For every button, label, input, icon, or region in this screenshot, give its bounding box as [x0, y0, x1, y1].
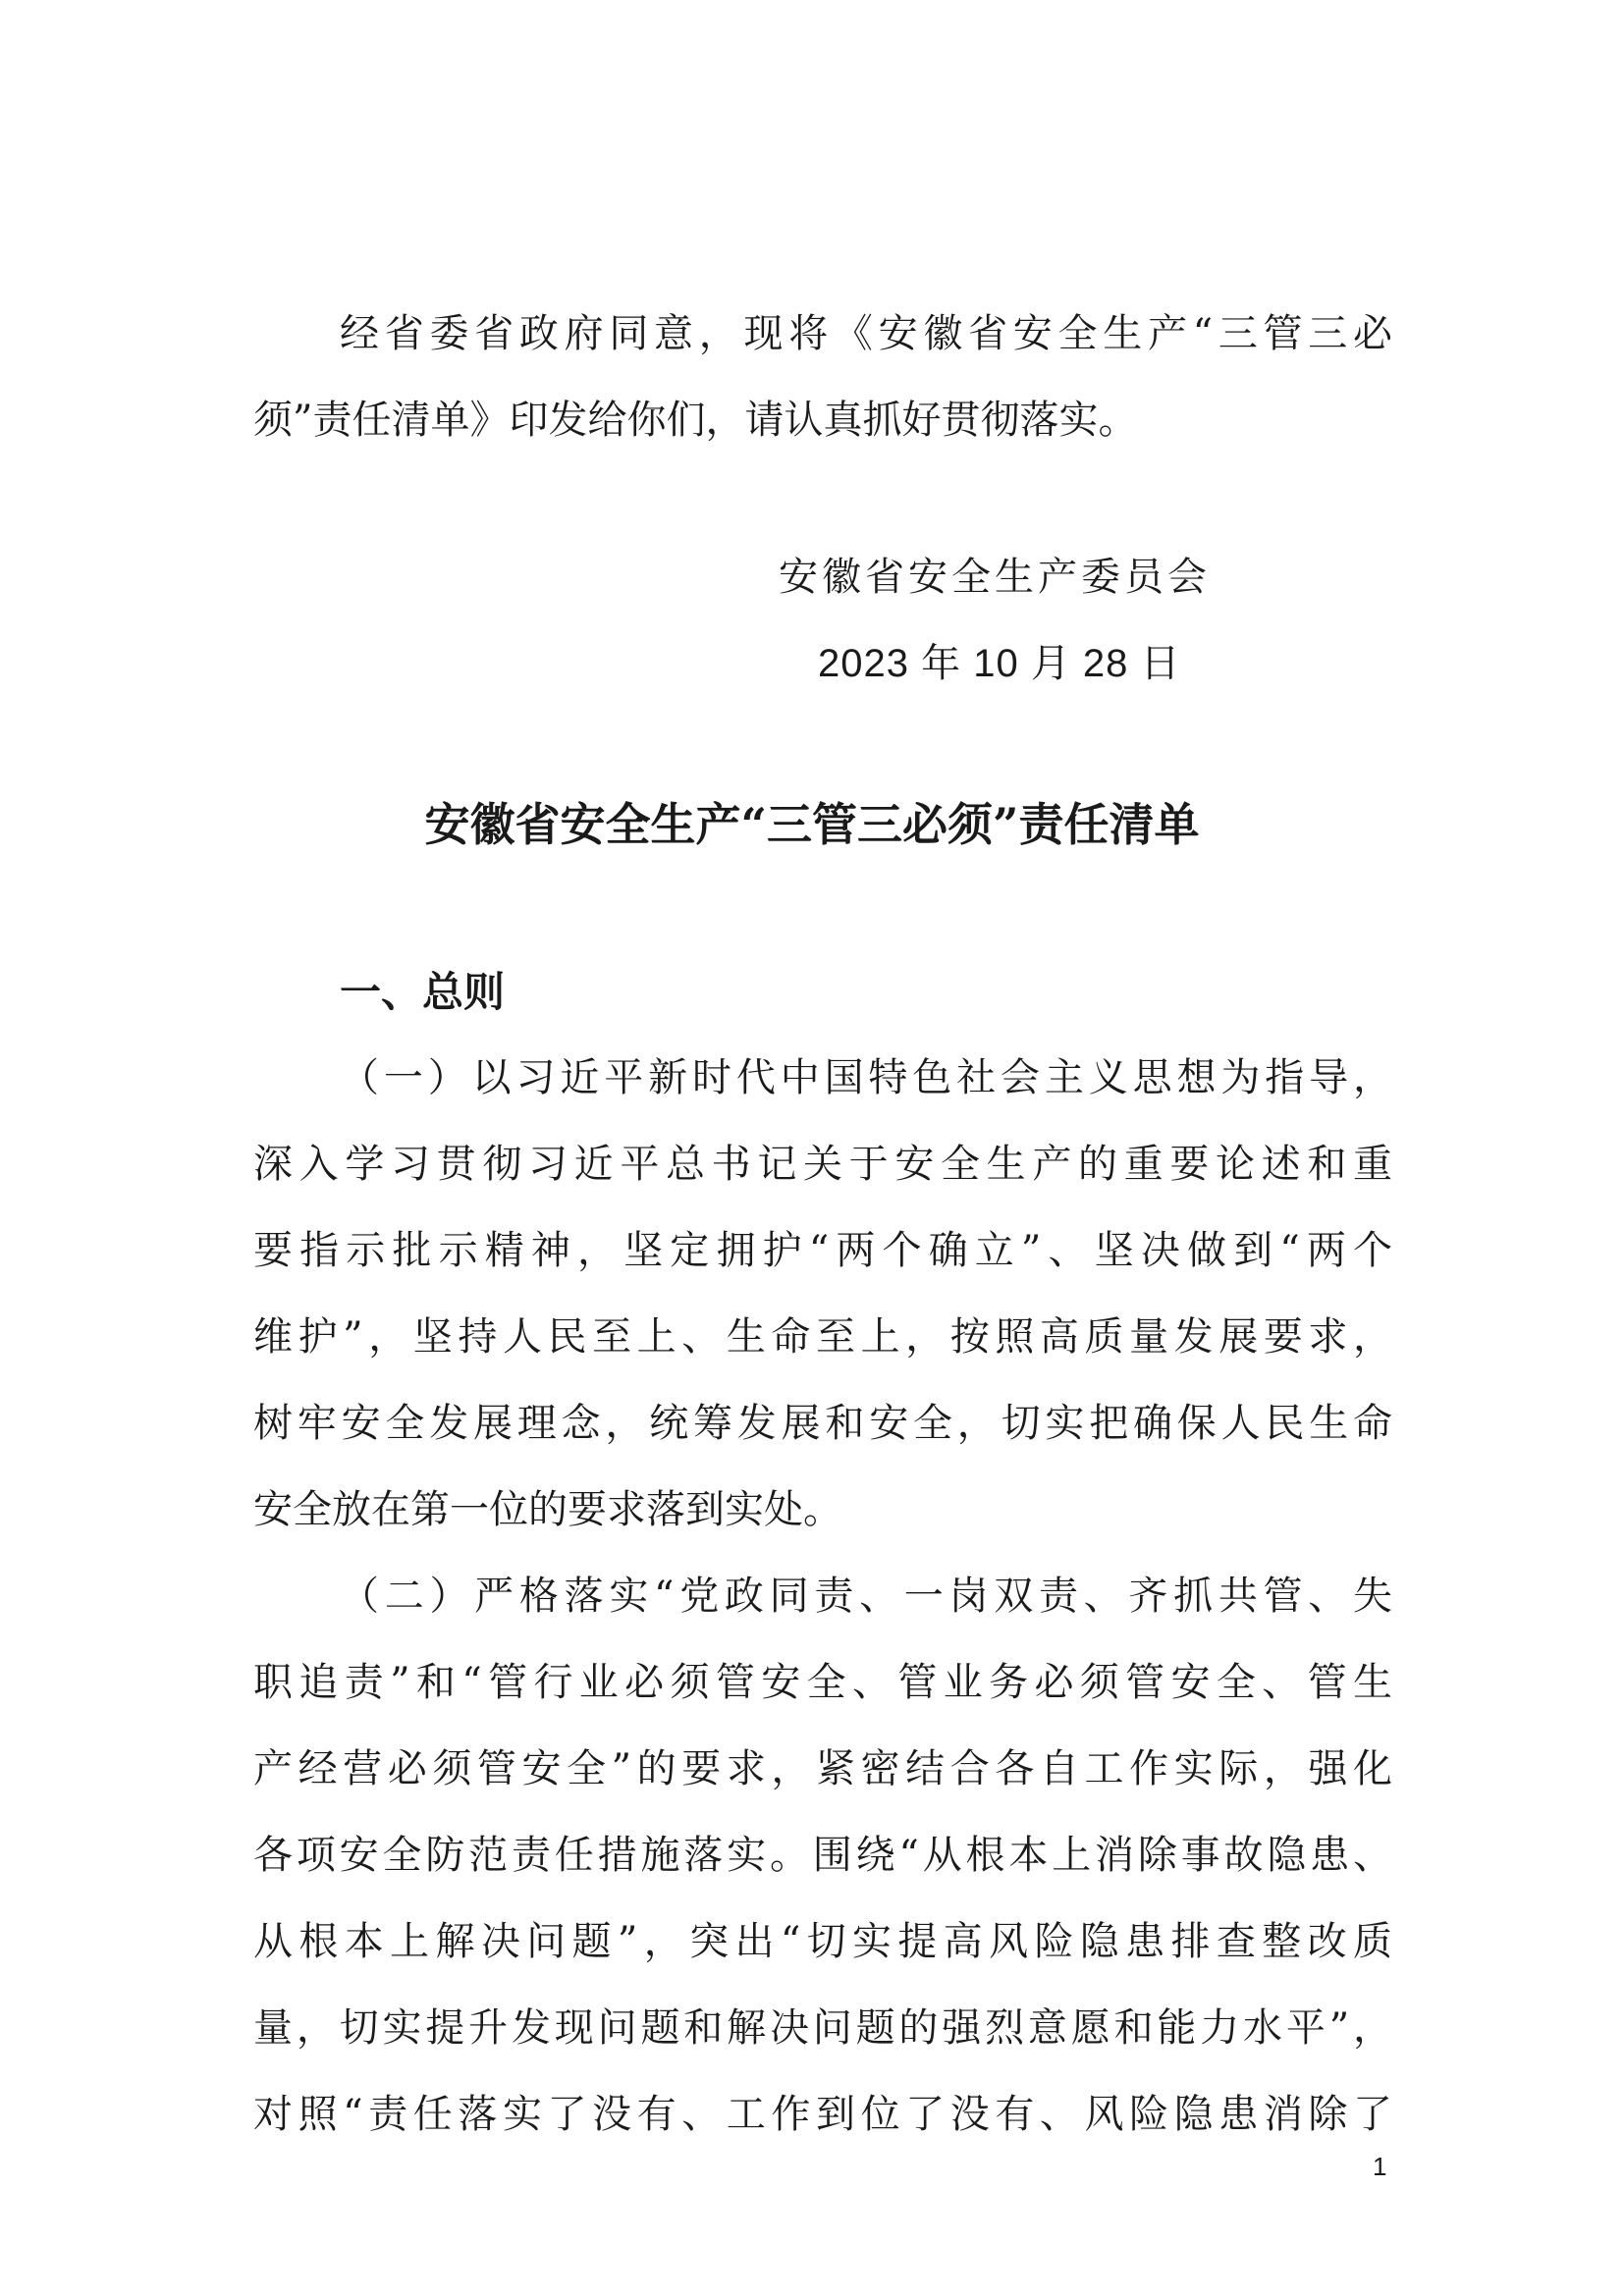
paragraph-line: （二）严格落实“党政同责、一岗双责、齐抓共管、失 [340, 1574, 1392, 1619]
issuer-name: 安徽省安全生产委员会 [779, 555, 1211, 600]
paragraph-line: 量，切实提升发现问题和解决问题的强烈意愿和能力水平”， [253, 2005, 1392, 2051]
paragraph-line: 各项安全防范责任措施落实。围绕“从根本上消除事故隐患、 [253, 1833, 1392, 1878]
paragraph-line: 职追责”和“管行业必须管安全、管业务必须管安全、管生 [253, 1660, 1392, 1705]
paragraph-line: 深入学习贯彻习近平总书记关于安全生产的重要论述和重 [253, 1142, 1392, 1187]
paragraph-line: 从根本上解决问题”，突出“切实提高风险隐患排查整改质 [253, 1919, 1392, 1964]
paragraph-line: 树牢安全发展理念，统筹发展和安全，切实把确保人民生命 [253, 1401, 1392, 1446]
paragraph-line: （一）以习近平新时代中国特色社会主义思想为指导， [340, 1055, 1392, 1100]
document-title: 安徽省安全生产“三管三必须”责任清单 [424, 798, 1200, 851]
section-heading: 一、总则 [340, 968, 506, 1016]
paragraph-line: 对照“责任落实了没有、工作到位了没有、风险隐患消除了 [253, 2092, 1392, 2137]
paragraph-line: 维护”，坚持人民至上、生命至上，按照高质量发展要求， [253, 1314, 1392, 1360]
paragraph-line: 产经营必须管安全”的要求，紧密结合各自工作实际，强化 [253, 1746, 1392, 1791]
intro-line: 经省委省政府同意，现将《安徽省安全生产“三管三必 [340, 311, 1392, 356]
paragraph-line: 安全放在第一位的要求落到实处。 [253, 1487, 842, 1532]
page-number: 1 [1373, 2152, 1387, 2181]
intro-line: 须”责任清单》印发给你们，请认真抓好贯彻落实。 [253, 398, 1138, 443]
issue-date: 2023 年 10 月 28 日 [818, 642, 1181, 685]
paragraph-line: 要指示批示精神，坚定拥护“两个确立”、坚决做到“两个 [253, 1228, 1392, 1273]
